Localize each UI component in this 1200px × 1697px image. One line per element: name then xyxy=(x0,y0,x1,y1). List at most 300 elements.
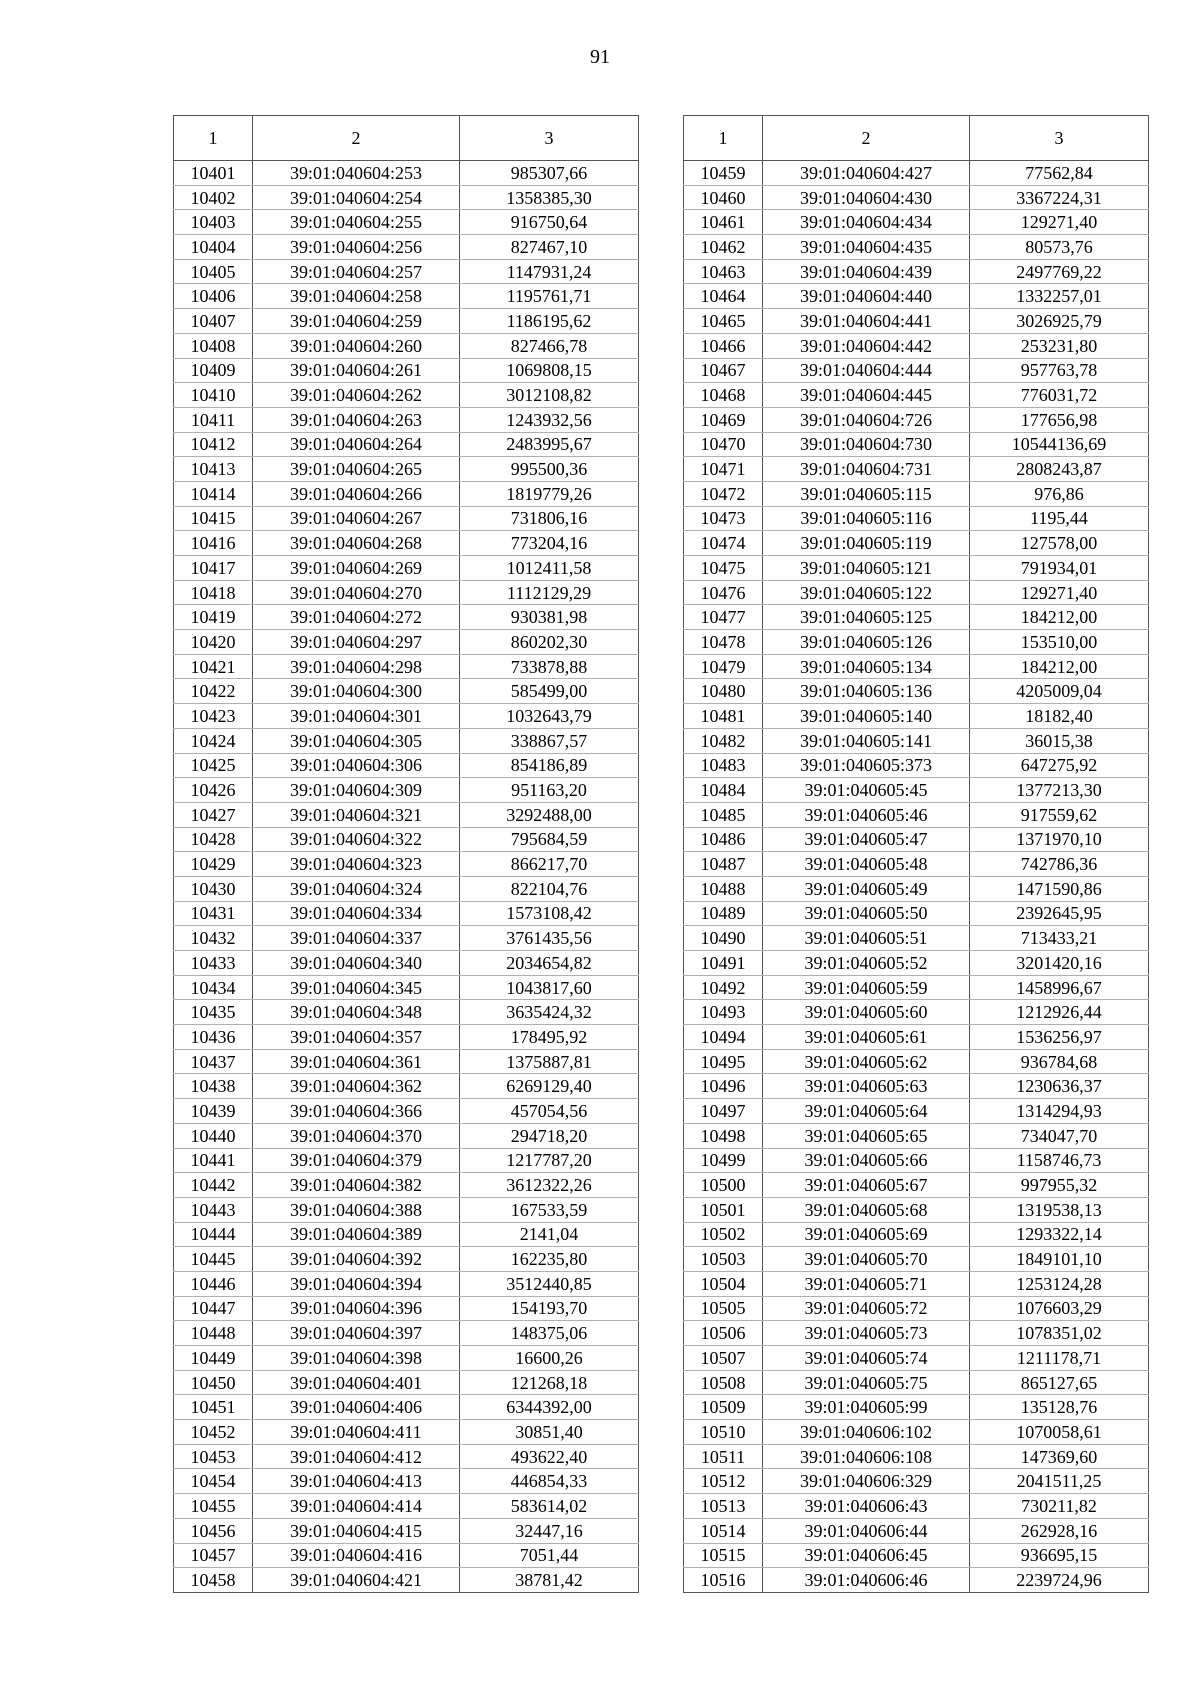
row-number-cell: 10427 xyxy=(174,802,253,827)
table-row xyxy=(684,901,1149,926)
table-row xyxy=(684,778,1149,803)
table-row xyxy=(174,728,639,753)
table-row xyxy=(174,457,639,482)
row-number-cell: 10463 xyxy=(684,259,763,284)
table-row xyxy=(174,1469,639,1494)
table-row xyxy=(684,383,1149,408)
row-number-cell: 10419 xyxy=(174,605,253,630)
value-cell: 1332257,01 xyxy=(970,284,1149,309)
row-number-cell: 10514 xyxy=(684,1518,763,1543)
cadastral-number-cell: 39:01:040604:362 xyxy=(253,1074,460,1099)
row-number-cell: 10516 xyxy=(684,1568,763,1593)
table-row xyxy=(174,259,639,284)
table-row xyxy=(684,1469,1149,1494)
table-row xyxy=(174,1247,639,1272)
cadastral-number-cell: 39:01:040605:126 xyxy=(763,630,970,655)
value-cell: 1253124,28 xyxy=(970,1271,1149,1296)
value-cell: 7051,44 xyxy=(460,1543,639,1568)
cadastral-number-cell: 39:01:040604:348 xyxy=(253,1000,460,1025)
row-number-cell: 10460 xyxy=(684,185,763,210)
value-cell: 1069808,15 xyxy=(460,358,639,383)
table-row xyxy=(174,1370,639,1395)
row-number-cell: 10466 xyxy=(684,333,763,358)
cadastral-number-cell: 39:01:040604:257 xyxy=(253,259,460,284)
row-number-cell: 10440 xyxy=(174,1123,253,1148)
table-row xyxy=(684,185,1149,210)
row-number-cell: 10446 xyxy=(174,1271,253,1296)
value-cell: 854186,89 xyxy=(460,753,639,778)
table-row xyxy=(684,654,1149,679)
row-number-cell: 10436 xyxy=(174,1025,253,1050)
row-number-cell: 10423 xyxy=(174,704,253,729)
row-number-cell: 10457 xyxy=(174,1543,253,1568)
cadastral-number-cell: 39:01:040605:49 xyxy=(763,876,970,901)
cadastral-number-cell: 39:01:040604:388 xyxy=(253,1197,460,1222)
value-cell: 2034654,82 xyxy=(460,951,639,976)
table-row xyxy=(174,383,639,408)
table-row xyxy=(174,802,639,827)
cadastral-number-cell: 39:01:040604:441 xyxy=(763,309,970,334)
table-row xyxy=(684,161,1149,186)
cadastral-number-cell: 39:01:040604:337 xyxy=(253,926,460,951)
cadastral-number-cell: 39:01:040605:136 xyxy=(763,679,970,704)
column-header: 2 xyxy=(253,116,460,161)
row-number-cell: 10409 xyxy=(174,358,253,383)
row-number-cell: 10495 xyxy=(684,1049,763,1074)
table-row xyxy=(174,506,639,531)
table-row xyxy=(684,1420,1149,1445)
value-cell: 6344392,00 xyxy=(460,1395,639,1420)
row-number-cell: 10451 xyxy=(174,1395,253,1420)
cadastral-number-cell: 39:01:040605:68 xyxy=(763,1197,970,1222)
row-number-cell: 10439 xyxy=(174,1099,253,1124)
cadastral-number-cell: 39:01:040604:309 xyxy=(253,778,460,803)
cadastral-number-cell: 39:01:040604:324 xyxy=(253,876,460,901)
row-number-cell: 10473 xyxy=(684,506,763,531)
cadastral-number-cell: 39:01:040604:427 xyxy=(763,161,970,186)
value-cell: 1293322,14 xyxy=(970,1222,1149,1247)
row-number-cell: 10428 xyxy=(174,827,253,852)
row-number-cell: 10515 xyxy=(684,1543,763,1568)
table-row xyxy=(174,654,639,679)
row-number-cell: 10407 xyxy=(174,309,253,334)
cadastral-number-cell: 39:01:040605:121 xyxy=(763,556,970,581)
cadastral-number-cell: 39:01:040604:268 xyxy=(253,531,460,556)
table-row xyxy=(174,1099,639,1124)
row-number-cell: 10507 xyxy=(684,1346,763,1371)
value-cell: 742786,36 xyxy=(970,852,1149,877)
cadastral-number-cell: 39:01:040604:256 xyxy=(253,235,460,260)
row-number-cell: 10413 xyxy=(174,457,253,482)
value-cell: 1849101,10 xyxy=(970,1247,1149,1272)
cadastral-number-cell: 39:01:040604:340 xyxy=(253,951,460,976)
row-number-cell: 10501 xyxy=(684,1197,763,1222)
table-row xyxy=(684,432,1149,457)
value-cell: 154193,70 xyxy=(460,1296,639,1321)
value-cell: 184212,00 xyxy=(970,605,1149,630)
cadastral-number-cell: 39:01:040604:394 xyxy=(253,1271,460,1296)
value-cell: 3512440,85 xyxy=(460,1271,639,1296)
value-cell: 3292488,00 xyxy=(460,802,639,827)
table-row xyxy=(174,1074,639,1099)
cadastral-number-cell: 39:01:040604:297 xyxy=(253,630,460,655)
value-cell: 1147931,24 xyxy=(460,259,639,284)
table-row xyxy=(174,679,639,704)
value-cell: 827467,10 xyxy=(460,235,639,260)
table-row xyxy=(684,1247,1149,1272)
table-row xyxy=(174,407,639,432)
cadastral-number-cell: 39:01:040605:45 xyxy=(763,778,970,803)
table-row xyxy=(684,704,1149,729)
table-row xyxy=(684,679,1149,704)
value-cell: 80573,76 xyxy=(970,235,1149,260)
row-number-cell: 10461 xyxy=(684,210,763,235)
row-number-cell: 10418 xyxy=(174,580,253,605)
row-number-cell: 10453 xyxy=(174,1444,253,1469)
cadastral-number-cell: 39:01:040606:43 xyxy=(763,1494,970,1519)
table-row xyxy=(174,1296,639,1321)
row-number-cell: 10450 xyxy=(174,1370,253,1395)
value-cell: 446854,33 xyxy=(460,1469,639,1494)
value-cell: 1536256,97 xyxy=(970,1025,1149,1050)
table-row xyxy=(174,605,639,630)
cadastral-number-cell: 39:01:040605:141 xyxy=(763,728,970,753)
value-cell: 32447,16 xyxy=(460,1518,639,1543)
table-row xyxy=(174,580,639,605)
row-number-cell: 10444 xyxy=(174,1222,253,1247)
value-cell: 951163,20 xyxy=(460,778,639,803)
value-cell: 3026925,79 xyxy=(970,309,1149,334)
table-row xyxy=(174,1197,639,1222)
value-cell: 2239724,96 xyxy=(970,1568,1149,1593)
value-cell: 1195,44 xyxy=(970,506,1149,531)
cadastral-number-cell: 39:01:040604:434 xyxy=(763,210,970,235)
row-number-cell: 10472 xyxy=(684,481,763,506)
row-number-cell: 10429 xyxy=(174,852,253,877)
value-cell: 917559,62 xyxy=(970,802,1149,827)
value-cell: 1043817,60 xyxy=(460,975,639,1000)
table-row xyxy=(174,1518,639,1543)
value-cell: 3012108,82 xyxy=(460,383,639,408)
value-cell: 1012411,58 xyxy=(460,556,639,581)
table-row xyxy=(684,852,1149,877)
row-number-cell: 10477 xyxy=(684,605,763,630)
row-number-cell: 10456 xyxy=(174,1518,253,1543)
cadastral-number-cell: 39:01:040605:71 xyxy=(763,1271,970,1296)
row-number-cell: 10401 xyxy=(174,161,253,186)
row-number-cell: 10462 xyxy=(684,235,763,260)
row-number-cell: 10442 xyxy=(174,1173,253,1198)
table-row xyxy=(684,210,1149,235)
value-cell: 1078351,02 xyxy=(970,1321,1149,1346)
right-table-header-row xyxy=(684,116,1149,161)
row-number-cell: 10411 xyxy=(174,407,253,432)
row-number-cell: 10467 xyxy=(684,358,763,383)
value-cell: 1358385,30 xyxy=(460,185,639,210)
cadastral-number-cell: 39:01:040604:370 xyxy=(253,1123,460,1148)
value-cell: 3761435,56 xyxy=(460,926,639,951)
cadastral-number-cell: 39:01:040604:730 xyxy=(763,432,970,457)
column-header: 2 xyxy=(763,116,970,161)
cadastral-number-cell: 39:01:040605:65 xyxy=(763,1123,970,1148)
value-cell: 3635424,32 xyxy=(460,1000,639,1025)
row-number-cell: 10425 xyxy=(174,753,253,778)
row-number-cell: 10430 xyxy=(174,876,253,901)
table-row xyxy=(174,1222,639,1247)
table-row xyxy=(684,284,1149,309)
row-number-cell: 10498 xyxy=(684,1123,763,1148)
table-row xyxy=(684,1173,1149,1198)
value-cell: 776031,72 xyxy=(970,383,1149,408)
cadastral-number-cell: 39:01:040605:115 xyxy=(763,481,970,506)
row-number-cell: 10403 xyxy=(174,210,253,235)
row-number-cell: 10415 xyxy=(174,506,253,531)
table-row xyxy=(684,1099,1149,1124)
cadastral-number-cell: 39:01:040606:102 xyxy=(763,1420,970,1445)
row-number-cell: 10497 xyxy=(684,1099,763,1124)
cadastral-number-cell: 39:01:040605:51 xyxy=(763,926,970,951)
row-number-cell: 10433 xyxy=(174,951,253,976)
table-row xyxy=(174,901,639,926)
row-number-cell: 10426 xyxy=(174,778,253,803)
row-number-cell: 10490 xyxy=(684,926,763,951)
cadastral-number-cell: 39:01:040604:255 xyxy=(253,210,460,235)
cadastral-number-cell: 39:01:040605:74 xyxy=(763,1346,970,1371)
row-number-cell: 10454 xyxy=(174,1469,253,1494)
value-cell: 18182,40 xyxy=(970,704,1149,729)
value-cell: 995500,36 xyxy=(460,457,639,482)
row-number-cell: 10468 xyxy=(684,383,763,408)
table-row xyxy=(174,210,639,235)
value-cell: 177656,98 xyxy=(970,407,1149,432)
table-row xyxy=(684,1049,1149,1074)
table-row xyxy=(684,1370,1149,1395)
cadastral-number-cell: 39:01:040605:119 xyxy=(763,531,970,556)
cadastral-number-cell: 39:01:040604:263 xyxy=(253,407,460,432)
row-number-cell: 10486 xyxy=(684,827,763,852)
table-row xyxy=(174,1148,639,1173)
value-cell: 1076603,29 xyxy=(970,1296,1149,1321)
row-number-cell: 10483 xyxy=(684,753,763,778)
value-cell: 1230636,37 xyxy=(970,1074,1149,1099)
row-number-cell: 10480 xyxy=(684,679,763,704)
cadastral-number-cell: 39:01:040604:389 xyxy=(253,1222,460,1247)
value-cell: 1158746,73 xyxy=(970,1148,1149,1173)
table-row xyxy=(684,1296,1149,1321)
right-table-body xyxy=(684,161,1149,1593)
table-row xyxy=(684,975,1149,1000)
cadastral-number-cell: 39:01:040604:305 xyxy=(253,728,460,753)
cadastral-number-cell: 39:01:040604:361 xyxy=(253,1049,460,1074)
cadastral-number-cell: 39:01:040605:75 xyxy=(763,1370,970,1395)
table-row xyxy=(174,876,639,901)
value-cell: 585499,00 xyxy=(460,679,639,704)
cadastral-number-cell: 39:01:040605:64 xyxy=(763,1099,970,1124)
value-cell: 127578,00 xyxy=(970,531,1149,556)
value-cell: 121268,18 xyxy=(460,1370,639,1395)
value-cell: 38781,42 xyxy=(460,1568,639,1593)
value-cell: 865127,65 xyxy=(970,1370,1149,1395)
row-number-cell: 10438 xyxy=(174,1074,253,1099)
table-row xyxy=(684,506,1149,531)
value-cell: 1112129,29 xyxy=(460,580,639,605)
row-number-cell: 10482 xyxy=(684,728,763,753)
value-cell: 731806,16 xyxy=(460,506,639,531)
value-cell: 129271,40 xyxy=(970,210,1149,235)
row-number-cell: 10417 xyxy=(174,556,253,581)
value-cell: 1819779,26 xyxy=(460,481,639,506)
table-row xyxy=(684,1321,1149,1346)
cadastral-number-cell: 39:01:040604:401 xyxy=(253,1370,460,1395)
cadastral-number-cell: 39:01:040606:44 xyxy=(763,1518,970,1543)
table-row xyxy=(174,556,639,581)
table-row xyxy=(684,926,1149,951)
value-cell: 147369,60 xyxy=(970,1444,1149,1469)
cadastral-number-cell: 39:01:040605:373 xyxy=(763,753,970,778)
value-cell: 148375,06 xyxy=(460,1321,639,1346)
value-cell: 647275,92 xyxy=(970,753,1149,778)
row-number-cell: 10479 xyxy=(684,654,763,679)
cadastral-number-cell: 39:01:040604:421 xyxy=(253,1568,460,1593)
value-cell: 976,86 xyxy=(970,481,1149,506)
cadastral-number-cell: 39:01:040604:301 xyxy=(253,704,460,729)
row-number-cell: 10437 xyxy=(174,1049,253,1074)
column-header: 1 xyxy=(174,116,253,161)
cadastral-number-cell: 39:01:040604:265 xyxy=(253,457,460,482)
value-cell: 1212926,44 xyxy=(970,1000,1149,1025)
row-number-cell: 10445 xyxy=(174,1247,253,1272)
row-number-cell: 10505 xyxy=(684,1296,763,1321)
row-number-cell: 10416 xyxy=(174,531,253,556)
row-number-cell: 10470 xyxy=(684,432,763,457)
cadastral-number-cell: 39:01:040604:261 xyxy=(253,358,460,383)
value-cell: 773204,16 xyxy=(460,531,639,556)
table-row xyxy=(684,235,1149,260)
row-number-cell: 10405 xyxy=(174,259,253,284)
cadastral-number-cell: 39:01:040604:270 xyxy=(253,580,460,605)
cadastral-number-cell: 39:01:040605:116 xyxy=(763,506,970,531)
row-number-cell: 10455 xyxy=(174,1494,253,1519)
cadastral-number-cell: 39:01:040604:379 xyxy=(253,1148,460,1173)
value-cell: 184212,00 xyxy=(970,654,1149,679)
cadastral-number-cell: 39:01:040604:406 xyxy=(253,1395,460,1420)
column-header: 1 xyxy=(684,116,763,161)
row-number-cell: 10484 xyxy=(684,778,763,803)
row-number-cell: 10458 xyxy=(174,1568,253,1593)
value-cell: 457054,56 xyxy=(460,1099,639,1124)
table-row xyxy=(174,309,639,334)
value-cell: 2808243,87 xyxy=(970,457,1149,482)
value-cell: 162235,80 xyxy=(460,1247,639,1272)
table-row xyxy=(174,1271,639,1296)
cadastral-number-cell: 39:01:040604:726 xyxy=(763,407,970,432)
value-cell: 4205009,04 xyxy=(970,679,1149,704)
value-cell: 36015,38 xyxy=(970,728,1149,753)
table-row xyxy=(174,481,639,506)
row-number-cell: 10491 xyxy=(684,951,763,976)
row-number-cell: 10489 xyxy=(684,901,763,926)
table-row xyxy=(174,531,639,556)
table-row xyxy=(684,1123,1149,1148)
cadastral-number-cell: 39:01:040604:259 xyxy=(253,309,460,334)
table-row xyxy=(684,1148,1149,1173)
value-cell: 1217787,20 xyxy=(460,1148,639,1173)
value-cell: 2483995,67 xyxy=(460,432,639,457)
value-cell: 1371970,10 xyxy=(970,827,1149,852)
cadastral-number-cell: 39:01:040605:69 xyxy=(763,1222,970,1247)
table-row xyxy=(684,333,1149,358)
row-number-cell: 10481 xyxy=(684,704,763,729)
cadastral-number-cell: 39:01:040604:300 xyxy=(253,679,460,704)
table-row xyxy=(174,1568,639,1593)
value-cell: 1070058,61 xyxy=(970,1420,1149,1445)
value-cell: 1377213,30 xyxy=(970,778,1149,803)
table-row xyxy=(684,457,1149,482)
table-row xyxy=(174,1049,639,1074)
table-row xyxy=(174,778,639,803)
value-cell: 129271,40 xyxy=(970,580,1149,605)
row-number-cell: 10449 xyxy=(174,1346,253,1371)
row-number-cell: 10488 xyxy=(684,876,763,901)
table-row xyxy=(174,1173,639,1198)
cadastral-number-cell: 39:01:040605:61 xyxy=(763,1025,970,1050)
cadastral-number-cell: 39:01:040605:72 xyxy=(763,1296,970,1321)
cadastral-number-cell: 39:01:040604:321 xyxy=(253,802,460,827)
table-row xyxy=(684,1074,1149,1099)
cadastral-number-cell: 39:01:040605:62 xyxy=(763,1049,970,1074)
value-cell: 936695,15 xyxy=(970,1543,1149,1568)
value-cell: 3367224,31 xyxy=(970,185,1149,210)
table-row xyxy=(684,1444,1149,1469)
table-row xyxy=(684,1000,1149,1025)
value-cell: 338867,57 xyxy=(460,728,639,753)
cadastral-number-cell: 39:01:040604:334 xyxy=(253,901,460,926)
value-cell: 791934,01 xyxy=(970,556,1149,581)
cadastral-number-cell: 39:01:040606:329 xyxy=(763,1469,970,1494)
value-cell: 253231,80 xyxy=(970,333,1149,358)
row-number-cell: 10500 xyxy=(684,1173,763,1198)
table-row xyxy=(174,432,639,457)
row-number-cell: 10499 xyxy=(684,1148,763,1173)
page-number: 91 xyxy=(590,46,610,68)
cadastral-number-cell: 39:01:040604:345 xyxy=(253,975,460,1000)
value-cell: 262928,16 xyxy=(970,1518,1149,1543)
value-cell: 795684,59 xyxy=(460,827,639,852)
cadastral-number-cell: 39:01:040604:264 xyxy=(253,432,460,457)
value-cell: 936784,68 xyxy=(970,1049,1149,1074)
value-cell: 1458996,67 xyxy=(970,975,1149,1000)
row-number-cell: 10408 xyxy=(174,333,253,358)
row-number-cell: 10459 xyxy=(684,161,763,186)
cadastral-number-cell: 39:01:040604:411 xyxy=(253,1420,460,1445)
table-row xyxy=(684,481,1149,506)
value-cell: 930381,98 xyxy=(460,605,639,630)
row-number-cell: 10447 xyxy=(174,1296,253,1321)
cadastral-number-cell: 39:01:040604:298 xyxy=(253,654,460,679)
row-number-cell: 10513 xyxy=(684,1494,763,1519)
table-row xyxy=(684,951,1149,976)
cadastral-number-cell: 39:01:040606:46 xyxy=(763,1568,970,1593)
cadastral-number-cell: 39:01:040604:382 xyxy=(253,1173,460,1198)
cadastral-number-cell: 39:01:040604:258 xyxy=(253,284,460,309)
value-cell: 16600,26 xyxy=(460,1346,639,1371)
row-number-cell: 10508 xyxy=(684,1370,763,1395)
cadastral-number-cell: 39:01:040604:442 xyxy=(763,333,970,358)
row-number-cell: 10478 xyxy=(684,630,763,655)
table-row xyxy=(174,1444,639,1469)
cadastral-number-cell: 39:01:040604:397 xyxy=(253,1321,460,1346)
value-cell: 2041511,25 xyxy=(970,1469,1149,1494)
